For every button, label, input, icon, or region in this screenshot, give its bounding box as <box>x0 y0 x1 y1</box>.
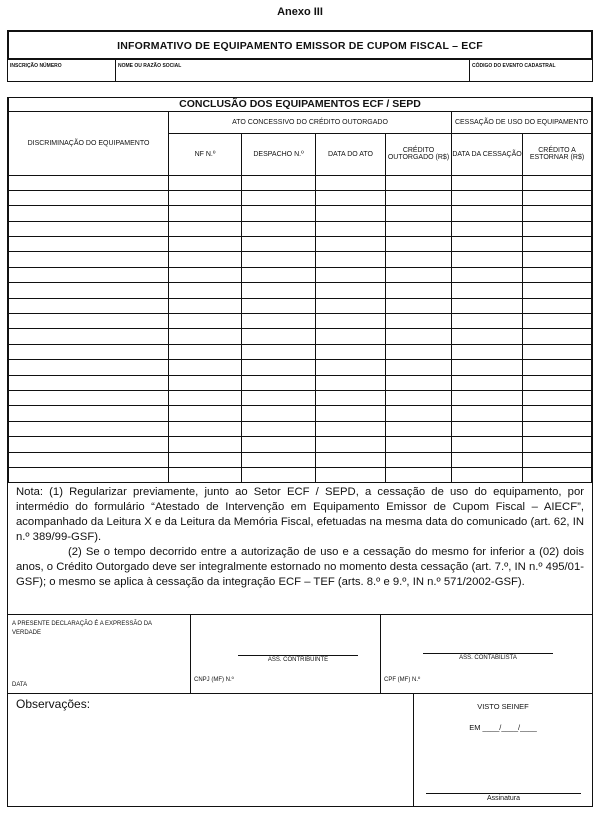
table-cell[interactable] <box>523 467 592 482</box>
table-cell[interactable] <box>169 283 242 298</box>
table-cell[interactable] <box>386 421 452 436</box>
col-nf: NF N.º <box>169 133 242 175</box>
table-cell[interactable] <box>169 406 242 421</box>
table-cell[interactable] <box>452 252 523 267</box>
table-cell[interactable] <box>452 329 523 344</box>
col-despacho: DESPACHO N.º <box>242 133 316 175</box>
table-cell[interactable] <box>242 237 316 252</box>
table-cell[interactable] <box>452 314 523 329</box>
table-cell[interactable] <box>452 344 523 359</box>
declaration-section <box>7 614 593 694</box>
table-cell[interactable] <box>316 190 386 205</box>
table-cell[interactable] <box>9 375 169 390</box>
table-cell[interactable] <box>386 375 452 390</box>
observacoes-label: Observações: <box>16 697 91 711</box>
table-cell[interactable] <box>242 190 316 205</box>
table-cell[interactable] <box>9 314 169 329</box>
table-cell[interactable] <box>316 267 386 282</box>
equipment-table-wrapper <box>7 97 593 483</box>
table-cell[interactable] <box>452 267 523 282</box>
group-ato-concessivo: ATO CONCESSIVO DO CRÉDITO OUTORGADO <box>169 111 452 133</box>
table-cell[interactable] <box>316 206 386 221</box>
table-row <box>9 221 592 236</box>
table-cell[interactable] <box>386 175 452 190</box>
table-cell[interactable] <box>386 314 452 329</box>
table-cell[interactable] <box>452 375 523 390</box>
table-row <box>9 190 592 205</box>
table-cell[interactable] <box>169 221 242 236</box>
table-cell[interactable] <box>452 190 523 205</box>
table-cell[interactable] <box>523 175 592 190</box>
table-cell[interactable] <box>386 267 452 282</box>
table-cell[interactable] <box>523 421 592 436</box>
table-cell[interactable] <box>242 206 316 221</box>
table-row <box>9 267 592 282</box>
table-cell[interactable] <box>9 283 169 298</box>
table-cell[interactable] <box>242 267 316 282</box>
table-cell[interactable] <box>316 421 386 436</box>
table-cell[interactable] <box>169 344 242 359</box>
table-row <box>9 360 592 375</box>
table-cell[interactable] <box>523 390 592 405</box>
cnpj-label: CNPJ (MF) N.º <box>194 677 234 683</box>
table-cell[interactable] <box>169 390 242 405</box>
table-cell[interactable] <box>452 390 523 405</box>
table-cell[interactable] <box>386 206 452 221</box>
table-cell[interactable] <box>523 221 592 236</box>
signature-line-contabilista <box>423 653 553 654</box>
table-cell[interactable] <box>242 252 316 267</box>
em-date-field: EM ____/____/____ <box>469 723 537 732</box>
note-2: (2) Se o tempo decorrido entre a autorização de uso e a cessação do mesmo for inferior a (02) dois anos, o Crédito Outorgado deve ser integralmente estornado no momento desta cessação (art. 7.º, IN n.º 495/01-GSF); o mesmo se aplica à cessação da integração ECF – TEF (arts. 8.º e 9.º, IN n.º 571/2002-GSF). <box>16 546 584 588</box>
table-cell[interactable] <box>316 452 386 467</box>
table-cell[interactable] <box>9 206 169 221</box>
razao-social-label: NOME OU RAZÃO SOCIAL <box>118 63 182 69</box>
table-cell[interactable] <box>169 237 242 252</box>
table-row <box>9 452 592 467</box>
table-row <box>9 437 592 452</box>
table-cell[interactable] <box>169 190 242 205</box>
table-cell[interactable] <box>9 421 169 436</box>
table-cell[interactable] <box>452 237 523 252</box>
col-credito-estornar: CRÉDITO A ESTORNAR (R$) <box>523 133 592 175</box>
table-cell[interactable] <box>9 329 169 344</box>
table-cell[interactable] <box>523 360 592 375</box>
identification-row <box>7 60 593 82</box>
table-cell[interactable] <box>386 298 452 313</box>
col-data-cessacao: DATA DA CESSAÇÃO <box>452 133 523 175</box>
table-cell[interactable] <box>242 452 316 467</box>
table-row <box>9 390 592 405</box>
notes-box <box>7 482 593 615</box>
col-data-ato: DATA DO ATO <box>316 133 386 175</box>
table-cell[interactable] <box>242 421 316 436</box>
table-cell[interactable] <box>169 206 242 221</box>
table-cell[interactable] <box>316 252 386 267</box>
table-row <box>9 175 592 190</box>
divider <box>380 615 381 693</box>
table-cell[interactable] <box>386 252 452 267</box>
table-cell[interactable] <box>9 390 169 405</box>
table-cell[interactable] <box>452 406 523 421</box>
table-cell[interactable] <box>386 390 452 405</box>
table-cell[interactable] <box>523 298 592 313</box>
table-cell[interactable] <box>523 252 592 267</box>
group-cessacao: CESSAÇÃO DE USO DO EQUIPAMENTO <box>452 111 592 133</box>
table-cell[interactable] <box>9 406 169 421</box>
annex-title: Anexo III <box>277 6 323 18</box>
table-cell[interactable] <box>169 452 242 467</box>
table-cell[interactable] <box>523 267 592 282</box>
form-title: INFORMATIVO DE EQUIPAMENTO EMISSOR DE CUPOM FISCAL – ECF <box>117 40 483 52</box>
table-row <box>9 406 592 421</box>
table-cell[interactable] <box>9 221 169 236</box>
table-row <box>9 252 592 267</box>
table-cell[interactable] <box>386 344 452 359</box>
table-cell[interactable] <box>169 467 242 482</box>
table-cell[interactable] <box>169 267 242 282</box>
ass-contribuinte-label: ASS. CONTRIBUINTE <box>267 657 329 663</box>
form-title-box <box>7 30 593 60</box>
table-cell[interactable] <box>452 467 523 482</box>
table-row <box>9 206 592 221</box>
table-cell[interactable] <box>316 390 386 405</box>
table-row <box>9 375 592 390</box>
table-cell[interactable] <box>169 175 242 190</box>
table-cell[interactable] <box>386 190 452 205</box>
declaration-text: A PRESENTE DECLARAÇÃO É A EXPRESSÃO DA VERDADE <box>12 621 152 636</box>
table-cell[interactable] <box>242 314 316 329</box>
cpf-label: CPF (MF) N.º <box>384 677 421 683</box>
table-cell[interactable] <box>452 452 523 467</box>
table-cell[interactable] <box>316 406 386 421</box>
table-row <box>9 329 592 344</box>
table-cell[interactable] <box>9 344 169 359</box>
table-cell[interactable] <box>523 190 592 205</box>
table-cell[interactable] <box>9 437 169 452</box>
table-cell[interactable] <box>386 237 452 252</box>
divider <box>115 60 116 81</box>
table-row <box>9 298 592 313</box>
table-cell[interactable] <box>242 437 316 452</box>
table-cell[interactable] <box>452 206 523 221</box>
col-discriminacao: DISCRIMINAÇÃO DO EQUIPAMENTO <box>9 111 169 175</box>
table-cell[interactable] <box>386 437 452 452</box>
table-cell[interactable] <box>169 252 242 267</box>
table-cell[interactable] <box>242 375 316 390</box>
table-cell[interactable] <box>316 221 386 236</box>
divider <box>469 60 470 81</box>
table-cell[interactable] <box>316 314 386 329</box>
table-cell[interactable] <box>316 329 386 344</box>
observacoes-section <box>7 693 593 807</box>
table-row <box>9 283 592 298</box>
data-label: DATA <box>12 682 28 688</box>
table-cell[interactable] <box>316 237 386 252</box>
note-1: Nota: (1) Regularizar previamente, junto ao Setor ECF / SEPD, a cessação de uso do equipamento, por intermédio do formulário “Atestado de Intervenção em Equipamento Emissor de Cupom Fiscal – AIECF”, acompanhado da Leitura X e da Leitura da Memória Fiscal, efetuadas na mesma data do comunicado (art. 62, IN n.º 389/99-GSF). <box>16 486 584 543</box>
table-cell[interactable] <box>386 360 452 375</box>
table-cell[interactable] <box>386 467 452 482</box>
table-cell[interactable] <box>242 360 316 375</box>
table-cell[interactable] <box>386 283 452 298</box>
table-cell[interactable] <box>9 298 169 313</box>
table-cell[interactable] <box>523 344 592 359</box>
table-cell[interactable] <box>316 298 386 313</box>
table-cell[interactable] <box>242 175 316 190</box>
signature-line-contribuinte <box>238 655 358 656</box>
table-cell[interactable] <box>523 452 592 467</box>
table-row <box>9 421 592 436</box>
table-cell[interactable] <box>452 437 523 452</box>
table-cell[interactable] <box>242 298 316 313</box>
table-cell[interactable] <box>242 406 316 421</box>
table-cell[interactable] <box>316 375 386 390</box>
table-cell[interactable] <box>242 329 316 344</box>
table-cell[interactable] <box>386 329 452 344</box>
equipment-table <box>8 98 592 483</box>
table-cell[interactable] <box>169 298 242 313</box>
table-cell[interactable] <box>169 360 242 375</box>
table-cell[interactable] <box>386 406 452 421</box>
table-cell[interactable] <box>242 344 316 359</box>
visto-seinef-label: VISTO SEINEF <box>477 702 529 711</box>
table-cell[interactable] <box>169 329 242 344</box>
codigo-evento-label: CÓDIGO DO EVENTO CADASTRAL <box>472 63 556 69</box>
table-row <box>9 467 592 482</box>
table-cell[interactable] <box>452 421 523 436</box>
table-cell[interactable] <box>9 267 169 282</box>
table-cell[interactable] <box>523 437 592 452</box>
table-cell[interactable] <box>316 283 386 298</box>
table-cell[interactable] <box>316 437 386 452</box>
table-cell[interactable] <box>523 375 592 390</box>
table-cell[interactable] <box>452 298 523 313</box>
table-row <box>9 314 592 329</box>
inscricao-label: INSCRIÇÃO NÚMERO <box>10 63 62 69</box>
signature-line-seinef <box>426 793 581 794</box>
table-cell[interactable] <box>452 221 523 236</box>
col-credito-outorgado: CRÉDITO OUTORGADO (R$) <box>386 133 452 175</box>
table-cell[interactable] <box>169 314 242 329</box>
table-cell[interactable] <box>316 467 386 482</box>
table-cell[interactable] <box>386 221 452 236</box>
assinatura-label: Assinatura <box>486 795 521 802</box>
table-cell[interactable] <box>169 437 242 452</box>
table-cell[interactable] <box>9 237 169 252</box>
ass-contabilista-label: ASS. CONTABILISTA <box>459 655 517 661</box>
table-cell[interactable] <box>316 344 386 359</box>
table-cell[interactable] <box>386 452 452 467</box>
table-cell[interactable] <box>452 283 523 298</box>
table-cell[interactable] <box>523 314 592 329</box>
table-cell[interactable] <box>523 406 592 421</box>
table-row <box>9 344 592 359</box>
table-cell[interactable] <box>169 421 242 436</box>
table-cell[interactable] <box>9 452 169 467</box>
table-cell[interactable] <box>242 283 316 298</box>
table-cell[interactable] <box>452 360 523 375</box>
table-cell[interactable] <box>523 206 592 221</box>
table-cell[interactable] <box>242 467 316 482</box>
table-cell[interactable] <box>9 467 169 482</box>
table-cell[interactable] <box>169 375 242 390</box>
table-row <box>9 237 592 252</box>
table-cell[interactable] <box>9 252 169 267</box>
table-cell[interactable] <box>242 221 316 236</box>
table-cell[interactable] <box>9 360 169 375</box>
table-title: CONCLUSÃO DOS EQUIPAMENTOS ECF / SEPD <box>9 98 592 111</box>
table-cell[interactable] <box>523 329 592 344</box>
table-cell[interactable] <box>9 175 169 190</box>
divider <box>190 615 191 693</box>
table-cell[interactable] <box>316 175 386 190</box>
table-cell[interactable] <box>523 237 592 252</box>
table-cell[interactable] <box>452 175 523 190</box>
table-cell[interactable] <box>316 360 386 375</box>
table-cell[interactable] <box>242 390 316 405</box>
table-cell[interactable] <box>9 190 169 205</box>
table-cell[interactable] <box>523 283 592 298</box>
